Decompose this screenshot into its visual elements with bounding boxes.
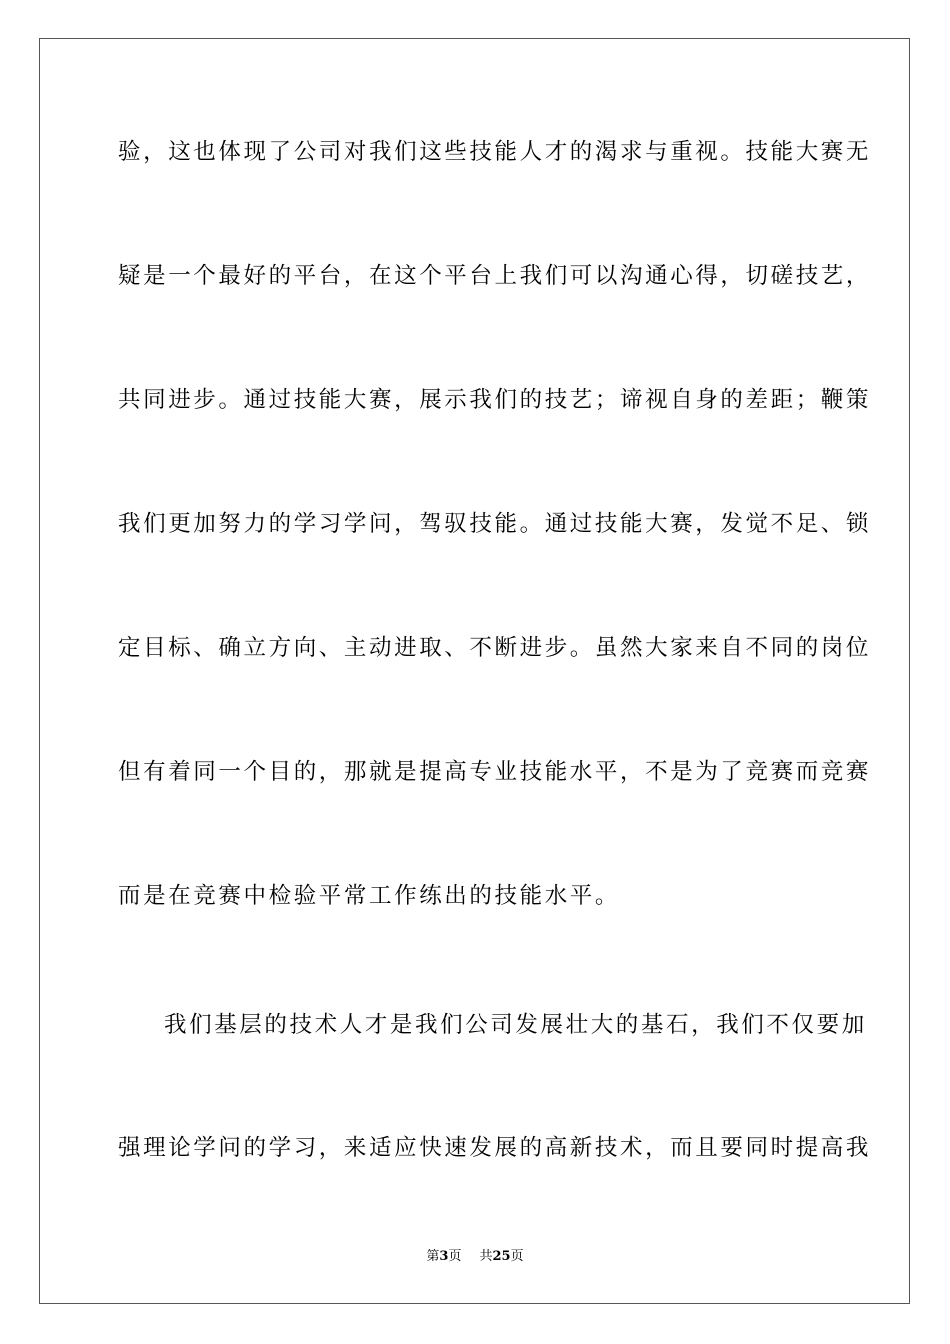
- body-line-3: 共同进步。通过技能大赛，展示我们的技艺；谛视自身的差距；鞭策: [118, 387, 872, 413]
- footer-page-total: 25: [492, 1249, 511, 1264]
- page-border: [39, 38, 910, 1304]
- body-line-1: 验，这也体现了公司对我们这些技能人才的渴求与重视。技能大赛无: [118, 139, 872, 165]
- body-line-5: 定目标、确立方向、主动进取、不断进步。虽然大家来自不同的岗位: [118, 635, 872, 661]
- footer-page-unit: 页: [448, 1249, 462, 1264]
- body-line-6: 但有着同一个目的，那就是提高专业技能水平，不是为了竞赛而竞赛: [118, 759, 872, 785]
- body-line-7: 而是在竞赛中检验平常工作练出的技能水平。: [118, 883, 621, 909]
- page-footer: [0, 1248, 950, 1266]
- footer-total-prefix: 共: [479, 1249, 493, 1264]
- footer-page-current: 3: [439, 1249, 449, 1264]
- footer-page-prefix: 第: [426, 1249, 440, 1264]
- body-line-4: 我们更加努力的学习学问，驾驭技能。通过技能大赛，发觉不足、锁: [118, 511, 872, 537]
- body-line-9: 强理论学问的学习，来适应快速发展的高新技术，而且要同时提高我: [118, 1135, 872, 1161]
- body-line-8: 我们基层的技术人才是我们公司发展壮大的基石，我们不仅要加: [164, 1012, 867, 1038]
- footer-total-unit: 页: [510, 1249, 524, 1264]
- body-line-2: 疑是一个最好的平台，在这个平台上我们可以沟通心得，切磋技艺，: [118, 263, 872, 289]
